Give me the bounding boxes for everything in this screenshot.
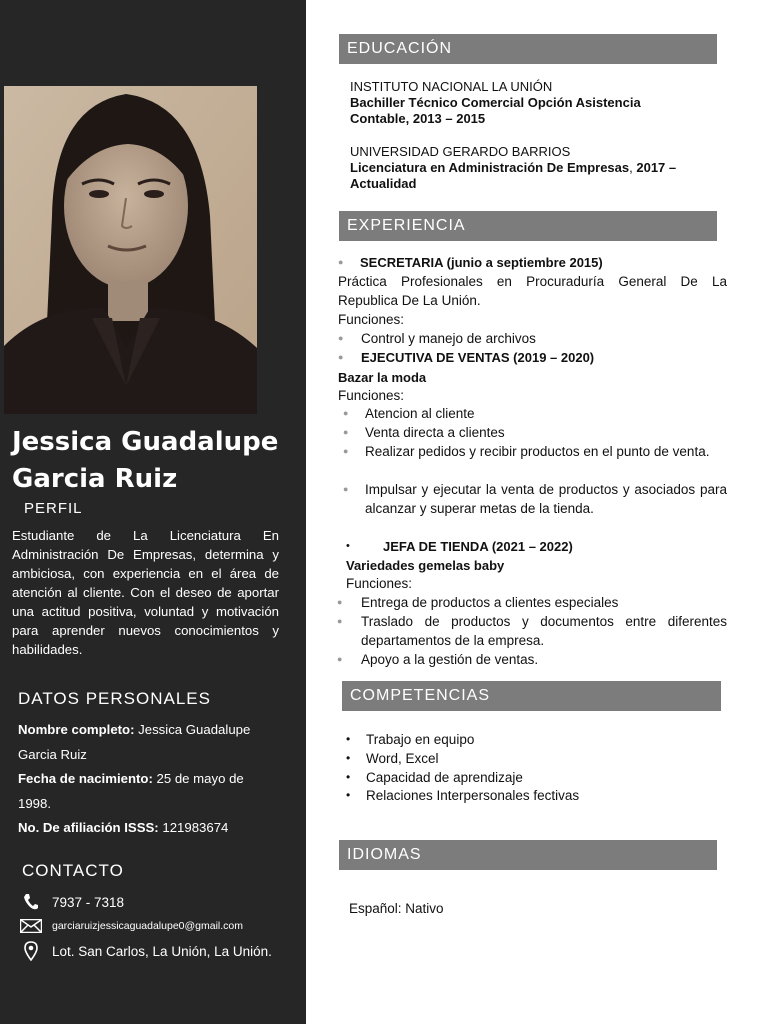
job-3-funciones: Funciones: [346, 576, 413, 591]
institution-2: UNIVERSIDAD GERARDO BARRIOS [350, 144, 571, 159]
competencia-text: Capacidad de aprendizaje [366, 770, 523, 785]
job-2-task: Venta directa a clientes [365, 425, 505, 440]
job-3-company: Variedades gemelas baby [346, 558, 505, 573]
bullet-icon: ● [337, 597, 343, 607]
job-1-desc-line-1: Práctica Profesionales en Procuraduría General De La [338, 274, 727, 289]
email-address[interactable]: garciaruizjessicaguadalupe0@gmail.com [52, 920, 244, 932]
nombre-value: Jessica Guadalupe Garcia Ruiz [18, 722, 251, 762]
perfil-text: Estudiante de La Licenciatura En Administración De Empresas, determina y ambiciosa, con experiencia en el área de atención al cliente. Con el deseo de aportar una actitud positiva, voluntad y motivación para aprender nuevos conocimientos y habilidades. [12, 528, 279, 657]
competencia-text: Trabajo en equipo [366, 732, 475, 747]
job-1-title: SECRETARIA (junio a septiembre 2015) [360, 255, 603, 270]
degree-2-sep: , [629, 160, 637, 175]
idioma-item: Español: Nativo [349, 901, 444, 916]
phone-number[interactable]: 7937 - 7318 [52, 894, 125, 910]
nombre-completo-row [18, 718, 280, 767]
bullet-icon: • [346, 751, 351, 765]
degree-1-line-1: Bachiller Técnico Comercial Opción Asistencia [350, 95, 641, 110]
competencias-header: COMPETENCIAS [342, 681, 721, 711]
degree-2-name: Licenciatura en Administración De Empresas [350, 160, 630, 175]
job-2-company: Bazar la moda [338, 370, 427, 385]
contacto-heading: CONTACTO [22, 861, 124, 880]
job-1-task: Control y manejo de archivos [361, 331, 536, 346]
address-row [18, 941, 272, 961]
job-3-task: Apoyo a la gestión de ventas. [361, 652, 539, 667]
job-3-task: Traslado de productos y documentos entre diferentes departamentos de la empresa. [361, 614, 727, 648]
email-row [18, 919, 243, 933]
job-2-title: EJECUTIVA DE VENTAS (2019 – 2020) [361, 350, 595, 365]
name-line-1: Jessica Guadalupe [12, 427, 279, 457]
bullet-icon: ● [343, 446, 349, 456]
candidate-name [12, 424, 297, 498]
phone-icon [18, 893, 44, 911]
educacion-header: EDUCACIÓN [339, 34, 717, 64]
isss-value: 121983674 [158, 820, 229, 835]
location-pin-icon [18, 941, 44, 961]
job-2-funciones: Funciones: [338, 388, 405, 403]
fecha-nacimiento-row [18, 767, 280, 816]
job-2-task: Impulsar y ejecutar la venta de productos y asociados para alcanzar y superar metas de la tienda. [365, 482, 727, 516]
bullet-icon: ● [343, 427, 349, 437]
name-line-2: Garcia Ruiz [12, 464, 178, 494]
datos-personales-block [18, 718, 280, 841]
bullet-icon: • [346, 540, 350, 552]
idiomas-header: IDIOMAS [339, 840, 717, 870]
isss-row [18, 816, 280, 841]
degree-2-years: 2017 – [636, 160, 677, 175]
degree-2-line-2: Actualidad [350, 176, 417, 191]
isss-label: No. De afiliación ISSS: [18, 820, 159, 835]
fecha-value: 25 de mayo de 1998. [18, 771, 244, 811]
institution-1: INSTITUTO NACIONAL LA UNIÓN [350, 79, 553, 94]
bullet-icon: • [346, 732, 351, 746]
bullet-icon: ● [338, 257, 344, 267]
competencia-text: Relaciones Interpersonales fectivas [366, 788, 580, 803]
degree-1-line-2: Contable, 2013 – 2015 [350, 111, 486, 126]
bullet-icon: ● [343, 484, 349, 494]
job-2-task: Realizar pedidos y recibir productos en el punto de venta. [365, 444, 710, 459]
competencia-text: Word, Excel [366, 751, 439, 766]
job-2-task: Atencion al cliente [365, 406, 475, 421]
envelope-icon [18, 919, 44, 933]
phone-row [18, 893, 124, 911]
bullet-icon: ● [337, 616, 343, 626]
bullet-icon: • [346, 770, 351, 784]
job-3-task: Entrega de productos a clientes especiales [361, 595, 619, 610]
sidebar [0, 0, 306, 1024]
nombre-label: Nombre completo: [18, 722, 135, 737]
perfil-heading: PERFIL [24, 500, 83, 517]
experiencia-header: EXPERIENCIA [339, 211, 717, 241]
profile-photo [4, 86, 257, 414]
bullet-icon: ● [338, 333, 344, 343]
datos-personales-heading: DATOS PERSONALES [18, 689, 211, 708]
portrait-image [4, 86, 257, 414]
bullet-icon: ● [343, 408, 349, 418]
job-1-funciones: Funciones: [338, 312, 405, 327]
job-3-title: JEFA DE TIENDA (2021 – 2022) [383, 539, 573, 554]
bullet-icon: ● [338, 352, 344, 362]
degree-2-line-1 [350, 160, 676, 176]
job-1-desc-line-2: Republica De La Unión. [338, 293, 481, 308]
bullet-icon: ● [337, 654, 343, 664]
address-text: Lot. San Carlos, La Unión, La Unión. [52, 943, 272, 959]
fecha-label: Fecha de nacimiento: [18, 771, 153, 786]
bullet-icon: • [346, 788, 351, 802]
